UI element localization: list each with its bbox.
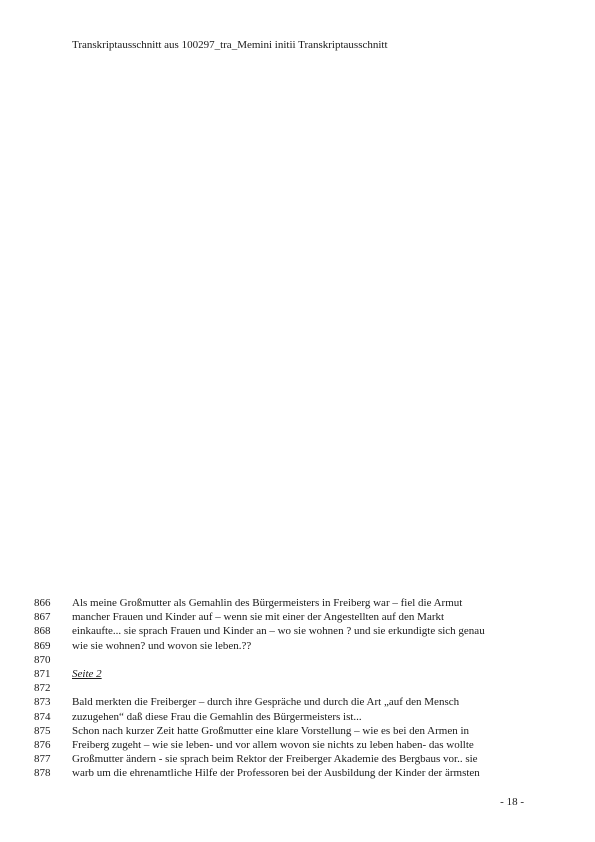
- transcript-line: [34, 738, 554, 752]
- line-text: Bald merkten die Freiberger – durch ihre Gespräche und durch die Art „auf den Mensch: [72, 696, 460, 709]
- line-text: warb um die ehrenamtliche Hilfe der Professoren bei der Ausbildung der Kinder der ärmsten: [72, 767, 480, 780]
- line-number: 875: [34, 724, 51, 737]
- line-text: Freiberg zugeht – wie sie leben- und vor allem wovon sie nichts zu leben haben- das wollte: [72, 738, 474, 751]
- line-number: 870: [34, 653, 51, 666]
- line-number: 867: [34, 611, 51, 624]
- line-number: 876: [34, 738, 51, 751]
- line-number: 866: [34, 597, 51, 609]
- transcript-line: [34, 624, 554, 638]
- section-heading: Seite 2: [72, 667, 102, 680]
- transcript-line: [34, 724, 554, 738]
- line-text: einkaufte... sie sprach Frauen und Kinder an – wo sie wohnen ? und sie erkundigte sich genau: [72, 625, 485, 638]
- transcript-line: [34, 695, 554, 709]
- transcript-excerpt: [34, 596, 554, 780]
- line-text: mancher Frauen und Kinder auf – wenn sie mit einer der Angestellten auf den Markt: [72, 611, 445, 624]
- line-number: 874: [34, 710, 51, 723]
- transcript-line: [34, 653, 554, 667]
- line-number: 871: [34, 667, 51, 680]
- line-text: zuzugehen“ daß diese Frau die Gemahlin des Bürgermeisters ist...: [72, 710, 362, 723]
- transcript-line: [34, 766, 554, 780]
- transcript-line: [34, 596, 554, 610]
- line-text: Großmutter ändern - sie sprach beim Rektor der Freiberger Akademie des Bergbaus vor.. sie: [72, 753, 478, 766]
- transcript-line: [34, 667, 554, 681]
- line-text: Als meine Großmutter als Gemahlin des Bürgermeisters in Freiberg war – fiel die Armut: [72, 597, 463, 609]
- line-number: 877: [34, 753, 51, 766]
- page-header: Transkriptausschnitt aus 100297_tra_Memini initii Transkriptausschnitt: [72, 39, 388, 51]
- line-text: wie sie wohnen? und wovon sie leben.??: [72, 639, 252, 652]
- transcript-line: [34, 639, 554, 653]
- line-number: 878: [34, 767, 51, 780]
- line-number: 868: [34, 625, 51, 638]
- transcript-line: [34, 752, 554, 766]
- line-number: 869: [34, 639, 51, 652]
- line-number: 873: [34, 696, 51, 709]
- transcript-line: [34, 710, 554, 724]
- line-number: 872: [34, 682, 51, 695]
- transcript-line: [34, 681, 554, 695]
- line-text: Schon nach kurzer Zeit hatte Großmutter eine klare Vorstellung – wie es bei den Armen in: [72, 724, 470, 737]
- page-number: - 18 -: [500, 796, 524, 808]
- transcript-line: [34, 610, 554, 624]
